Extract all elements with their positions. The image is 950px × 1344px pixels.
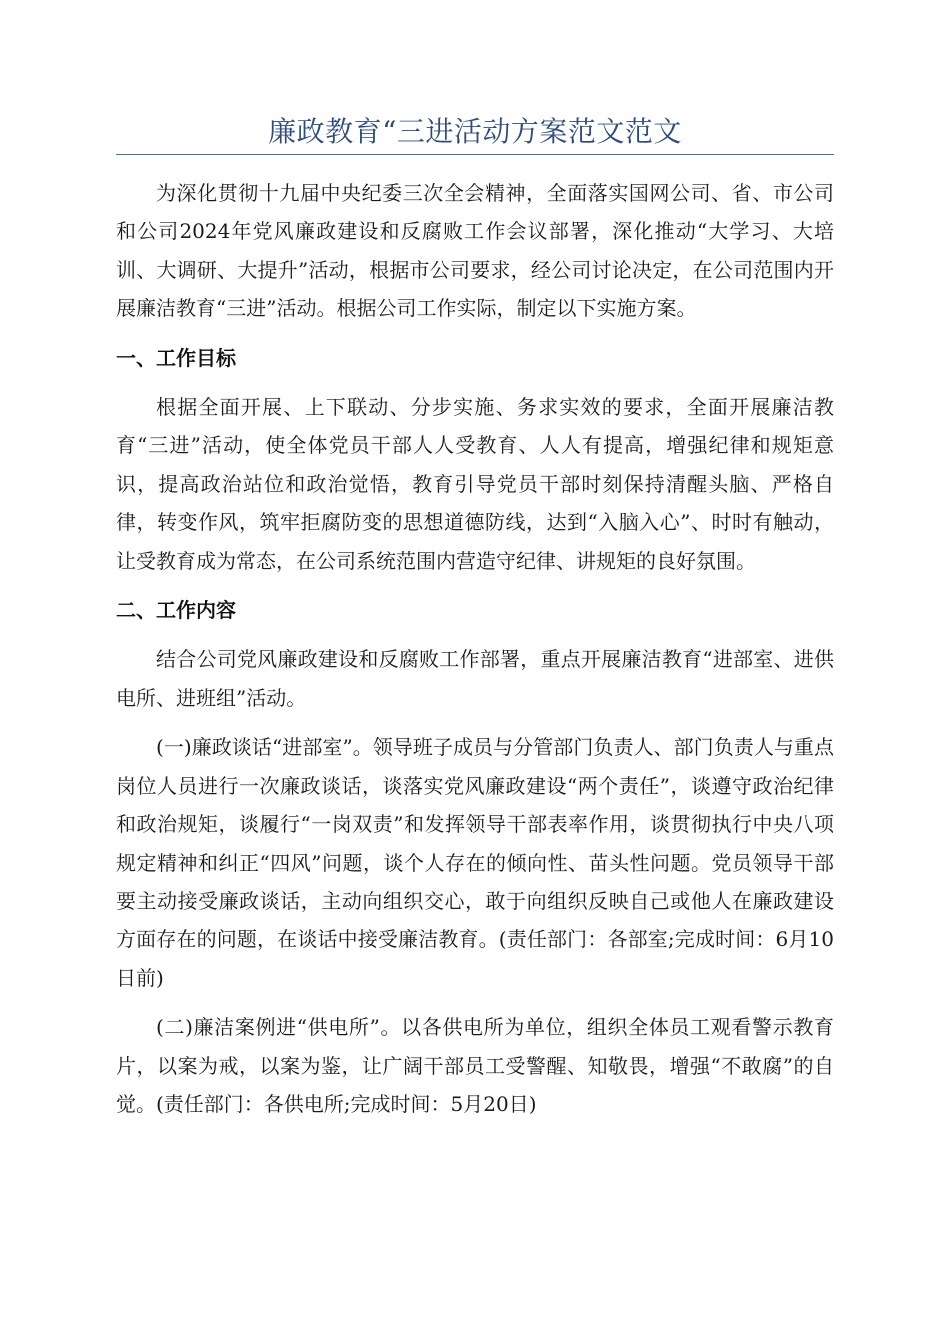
document-title: 廉政教育“三进活动方案范文范文 (268, 115, 682, 148)
document-page (116, 0, 834, 1344)
content-item-2: (二)廉洁案例进“供电所”。以各供电所为单位，组织全体员工观看警示教育片，以案为戒，以案为鉴，让广阔干部员工受警醒、知敬畏，增强“不敢腐”的自觉。(责任部门：各供电所;完成时间：5月20日) (116, 1015, 834, 1116)
title-underline (116, 154, 834, 155)
content-intro-paragraph: 结合公司党风廉政建设和反腐败工作部署，重点开展廉洁教育“进部室、进供电所、进班组”活动。 (116, 647, 834, 710)
document-body (116, 174, 834, 1134)
section-heading-goals: 一、工作目标 (116, 345, 236, 370)
content-item-1: (一)廉政谈话“进部室”。领导班子成员与分管部门负责人、部门负责人与重点岗位人员进行一次廉政谈话，谈落实党风廉政建设“两个责任”，谈遵守政治纪律和政治规矩，谈履行“一岗双责”和发挥领导干部表率作用，谈贯彻执行中央八项规定精神和纠正“四风”问题，谈个人存在的倾向性、苗头性问题。党员领导干部要主动接受廉政谈话，主动向组织交心，敢于向组织反映自己或他人在廉政建设方面存在的问题，在谈话中接受廉洁教育。(责任部门：各部室;完成时间：6月10日前) (116, 735, 834, 990)
goals-paragraph: 根据全面开展、上下联动、分步实施、务求实效的要求，全面开展廉洁教育“三进”活动，使全体党员干部人人受教育、人人有提高，增强纪律和规矩意识，提高政治站位和政治觉悟，教育引导党员干部时刻保持清醒头脑、严格自律，转变作风，筑牢拒腐防变的思想道德防线，达到“入脑入心”、时时有触动，让受教育成为常态，在公司系统范围内营造守纪律、讲规矩的良好氛围。 (116, 395, 834, 573)
section-heading-content: 二、工作内容 (116, 598, 236, 623)
intro-paragraph: 为深化贯彻十九届中央纪委三次全会精神，全面落实国网公司、省、市公司和公司2024年党风廉政建设和反腐败工作会议部署，深化推动“大学习、大培训、大调研、大提升”活动，根据市公司要求，经公司讨论决定，在公司范围内开展廉洁教育“三进”活动。根据公司工作实际，制定以下实施方案。 (116, 181, 834, 321)
